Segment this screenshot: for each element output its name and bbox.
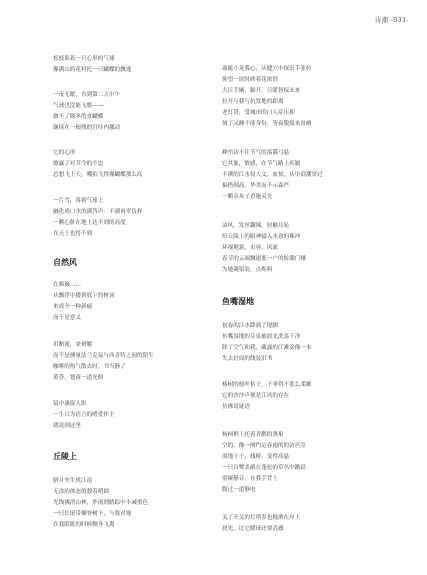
poem-line: 而不是测量法兰克福与西青特之间的陌生 xyxy=(53,353,154,359)
poem-line: 它其象，敏感，在节气路上疾履 xyxy=(222,161,301,167)
poem-line: 拉开与我与抗发地的距离 xyxy=(222,99,284,105)
poem-line: 一夜无眠，直到第二天中午 xyxy=(53,92,121,98)
poem-line: 失去封面的线装旧书 xyxy=(222,356,273,362)
poem-title: 丘陵上 xyxy=(53,451,77,461)
poem-line: 蛊蜓小龙我心，从缝穴中探出手张拉 xyxy=(222,66,312,72)
poem-line: 春节的云端飘逝那一户的转潮门楼 xyxy=(222,256,306,262)
poem-line: 初春的江水降到了堤脚 xyxy=(222,323,278,329)
poem-line: 无涂的体态般数着哨圆 xyxy=(53,489,109,495)
poem-line: 峰峦访不住节气的荡霭弓悬 xyxy=(222,150,290,156)
poem-title: 鱼嘴湿地 xyxy=(222,296,254,306)
poem-line: 一只白鹭盖鹬在蓬松的草丛中跳跃 xyxy=(222,465,306,471)
poem-line: 咖啡的热气散去时，书当静了 xyxy=(53,364,126,370)
poem-line: 凉风，发丝翻辣，轻触耳轮 xyxy=(222,223,290,229)
poem-line: 擦露了对节令的不忠 xyxy=(53,161,104,167)
poem-line: 除了空气和我，藏露的江滩涂像一本 xyxy=(222,345,312,351)
poem-line: 晨光，比它暖球还要清澈 xyxy=(222,526,284,532)
poem-line: 关了开关的灯塔多也抛洒在岸上 xyxy=(222,515,301,521)
poem-line: 从飘浮中搂到底下的树词 xyxy=(53,293,115,299)
poem-title: 自然风 xyxy=(53,257,77,267)
poem-line: 一片雪，落到气球上 xyxy=(53,198,104,204)
poem-line: 黄昏，划落一道光照 xyxy=(53,375,104,381)
poem-line: 别碰静音，在我手背上 xyxy=(222,476,278,482)
poem-line: 杨柯梢上托着青鹳的黑巢 xyxy=(222,432,284,438)
page-header: 诗潮 -031- xyxy=(374,16,409,24)
poem-line: 仰望一块时碑着花浓情 xyxy=(222,77,278,83)
poem-line: 光线拂消山林，外流到踏踪中不减重色 xyxy=(53,500,149,506)
poem-line: 在天上也得不到 xyxy=(53,231,93,237)
poem-line: 做不了隆冬的直蝴蝶 xyxy=(53,114,104,120)
poem-line: 搞搭制高，华美而不示森严 xyxy=(222,183,290,189)
poem-line: 空的，像一阕约定春雨的的访宫室 xyxy=(222,443,306,449)
poem-line: 为她凝银装，点烁料 xyxy=(222,267,273,273)
poem-line: 它的心形 xyxy=(53,150,76,156)
poem-line: 来成全一种新痛 xyxy=(53,304,93,310)
poem-line: 继续在一根残的宫径内挪动 xyxy=(53,125,121,131)
poem-line: 它的沙沙声便是江风的存在 xyxy=(222,393,290,399)
poem-line: 一只长尾带捆脊树下，与我对视 xyxy=(53,511,132,517)
poem-line: 气球也没能飞脱—— xyxy=(53,103,104,109)
poem-line: 环视地貌、市容、风流 xyxy=(222,245,278,251)
poem-line: 仿佛说谜语 xyxy=(222,404,250,410)
poem-line: 老灯塔，受城市的口人症压抑 xyxy=(222,110,295,116)
poem-line: 在我眼眶的时候侧身飞离 xyxy=(53,522,115,528)
poem-line: 在颠簸…… xyxy=(53,282,81,288)
poem-line: 用断流，来辩解 xyxy=(53,342,93,348)
poem-line: 而不是意义 xyxy=(53,315,81,321)
poem-line: 给丘陵上的眼神输入水意的珠冲 xyxy=(222,234,301,240)
poem-line: 鱼嘴湿地的芬泉被晨光洗荡干净 xyxy=(222,334,301,340)
poem-line: 域了又睡不能身份，等夜脱船来贫瘠 xyxy=(222,121,312,127)
poem-line: 一生只为语言的嗜爱作主 xyxy=(53,412,115,418)
poem-line: 就说到这里 xyxy=(53,423,81,429)
poem-line: 一颗杂灰子香施灵光 xyxy=(222,194,273,200)
poem-line: 榛树的枝叶枯干，下垂得不那么柔顺 xyxy=(222,382,312,388)
poem-line: 一颗心脏在地上达不到的高度 xyxy=(53,220,126,226)
poem-line: 腊月坐生成江南 xyxy=(53,478,93,484)
poem-line: 丰满的江水侵大义，血惊，从中浪潮穿过 xyxy=(222,172,323,178)
poem-line: 松枝系着一只心形的气球 xyxy=(53,56,115,62)
poem-line: 总想飞上天，嘲拍飞得像蝴蝶那么高 xyxy=(53,172,143,178)
poem-line: 腹过一道静电 xyxy=(222,487,256,493)
poem-line: 融化成口水的满答声：不湖再辜负样 xyxy=(53,209,143,215)
poem-line: 镜中蛊捉人影 xyxy=(53,401,87,407)
poem-line: 大江手辆，脚开，日暖智保未来 xyxy=(222,88,301,94)
poem-line: 湿地干干，栈桥，变得高悬 xyxy=(222,454,290,460)
poem-line: 像满山的花衬托一只蝴蝶的飘逸 xyxy=(53,67,132,73)
